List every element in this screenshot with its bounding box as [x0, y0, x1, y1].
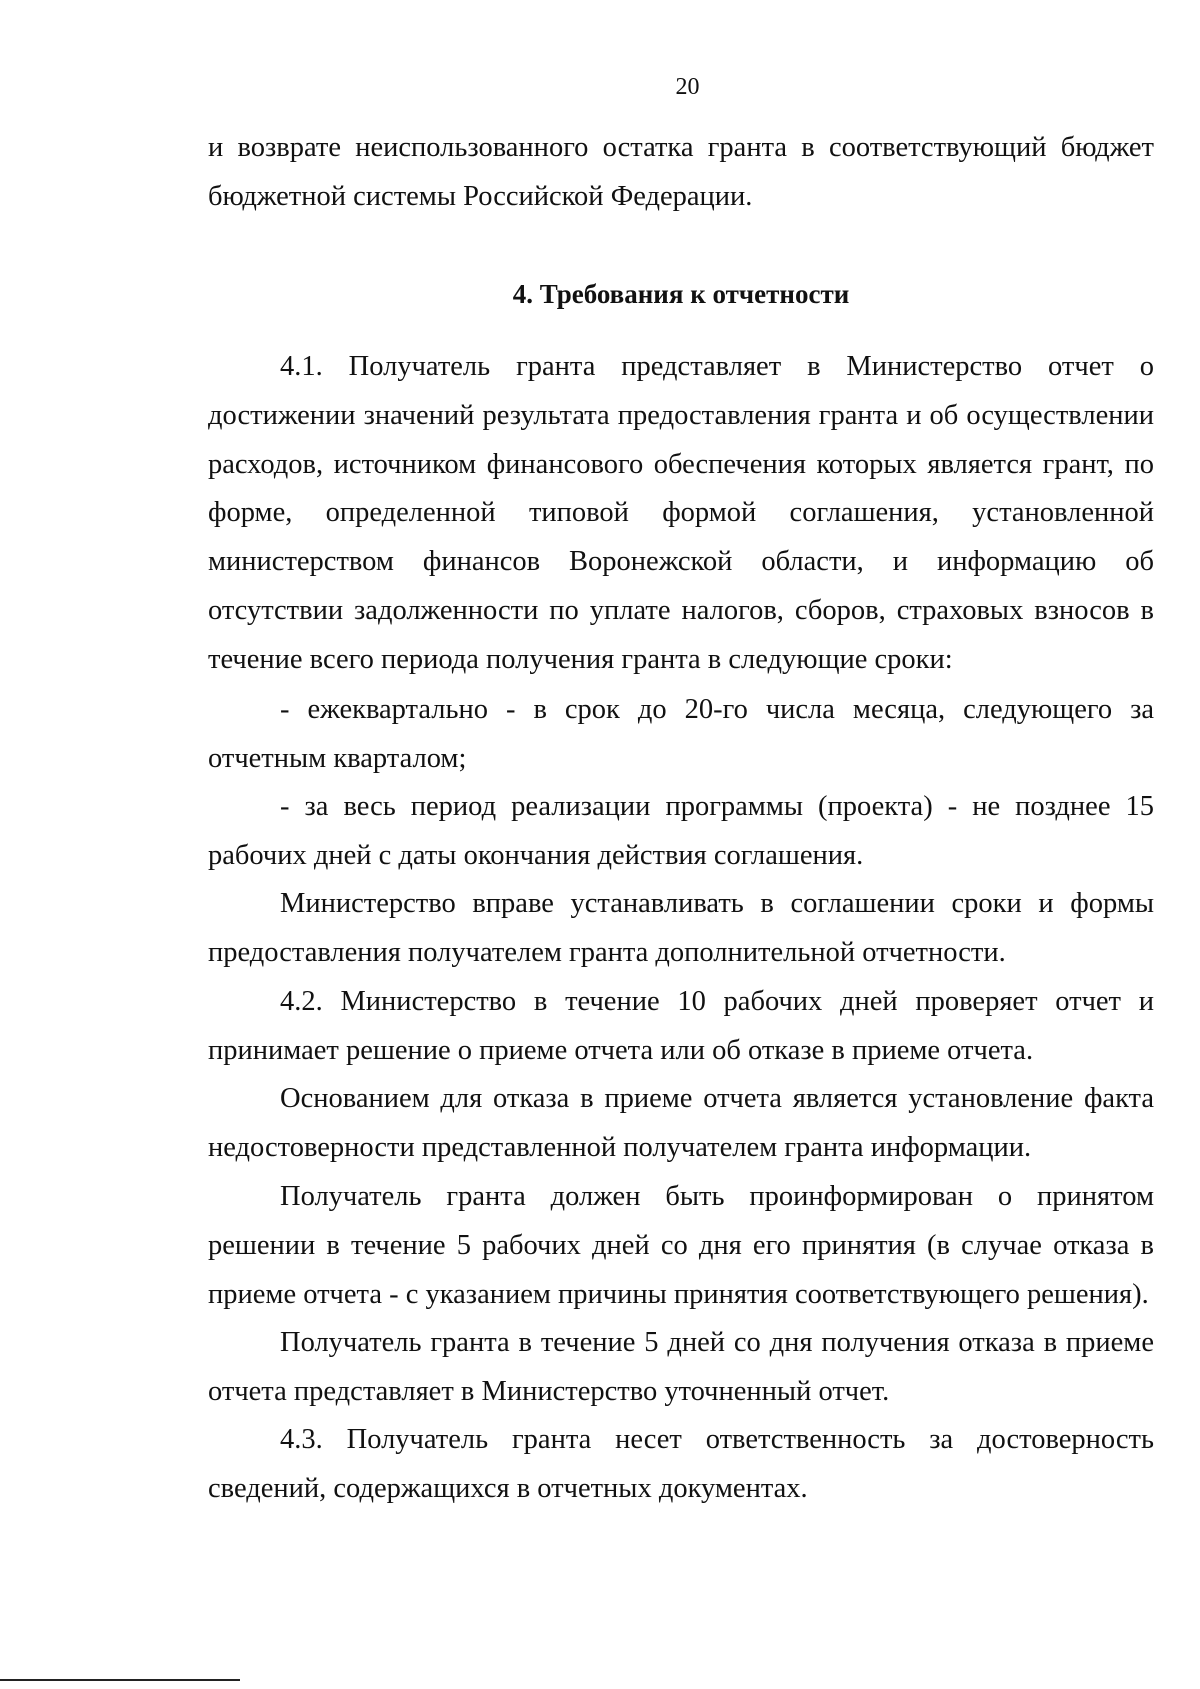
body-paragraph — [208, 1319, 1154, 1417]
body-paragraph — [208, 1416, 1154, 1514]
body-paragraph — [208, 978, 1154, 1076]
paragraph-notification: Получатель гранта должен быть проинформирован о принятом решении в течение 5 рабочих дней со дня его принятия (в случае отказа в приеме отчета - с указанием причины принятия соответствующего решения). — [208, 1181, 1154, 1310]
paragraph-4-2: 4.2. Министерство в течение 10 рабочих дней проверяет отчет и принимает решение о приеме отчета или об отказе в приеме отчета. — [208, 986, 1154, 1066]
paragraph-revised-report: Получатель гранта в течение 5 дней со дня получения отказа в приеме отчета представляет в Министерство уточненный отчет. — [208, 1327, 1154, 1407]
paragraph-additional-reporting: Министерство вправе устанавливать в соглашении сроки и формы предоставления получателем гранта дополнительной отчетности. — [208, 888, 1154, 968]
body-paragraph — [208, 686, 1154, 784]
paragraph-4-1: 4.1. Получатель гранта представляет в Министерство отчет о достижении значений результата предоставления гранта и об осуществлении расходов, источником финансового обеспечения которых является грант, по форме, определенной типовой формой соглашения, установленной министерством финансов Воронежской области, и информацию об отсутствии задолженности по уплате налогов, сборов, страховых взносов в течение всего периода получения гранта в следующие сроки: — [208, 351, 1154, 675]
body-paragraph — [208, 343, 1154, 685]
paragraph-refusal-basis: Основанием для отказа в приеме отчета является установление факта недостоверности представленной получателем гранта информации. — [208, 1083, 1154, 1163]
body-paragraph — [208, 880, 1154, 978]
intro-text: и возврате неиспользованного остатка гранта в соответствующий бюджет бюджетной системы Российской Федерации. — [208, 132, 1154, 212]
footer-rule — [0, 1679, 240, 1681]
page-number: 20 — [675, 74, 700, 100]
body-paragraph — [208, 1075, 1154, 1173]
intro-paragraph — [208, 124, 1154, 222]
body-paragraph — [208, 783, 1154, 881]
paragraph-quarterly: - ежеквартально - в срок до 20-го числа месяца, следующего за отчетным кварталом; — [208, 694, 1154, 774]
body-paragraph — [208, 1173, 1154, 1319]
paragraph-whole-period: - за весь период реализации программы (проекта) - не позднее 15 рабочих дней с даты окончания действия соглашения. — [208, 791, 1154, 871]
section-heading — [208, 274, 1154, 314]
section-heading-text: 4. Требования к отчетности — [512, 279, 850, 309]
paragraph-4-3: 4.3. Получатель гранта несет ответственность за достоверность сведений, содержащихся в отчетных документах. — [208, 1424, 1154, 1504]
